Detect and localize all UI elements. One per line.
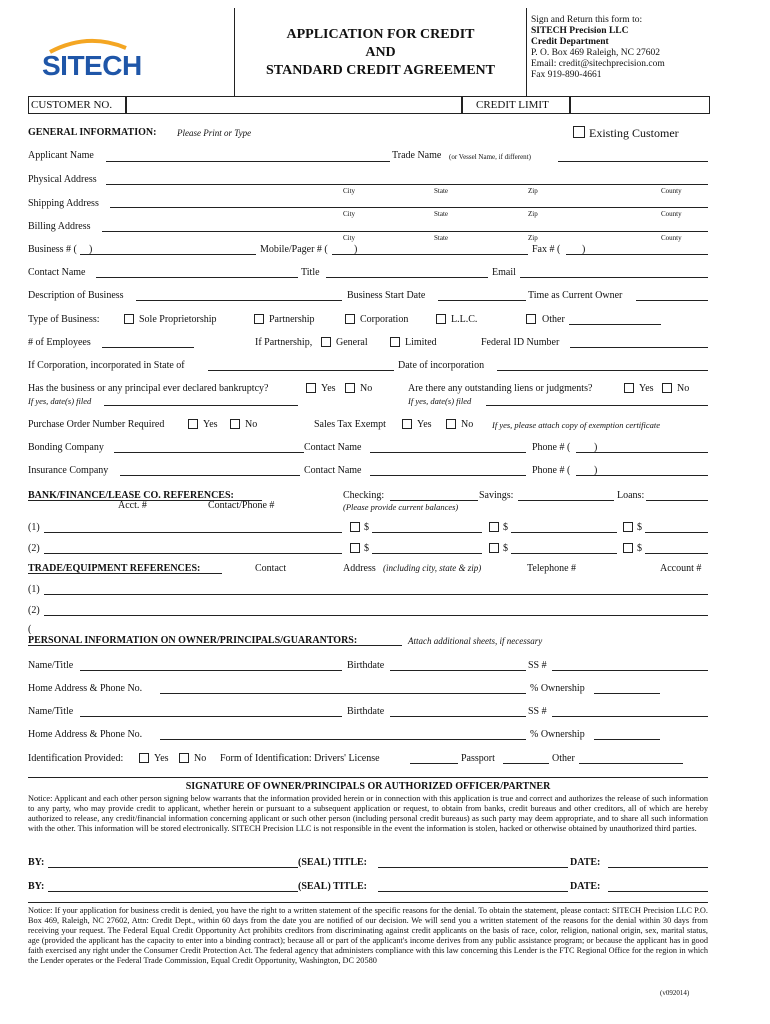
type-business-label: Type of Business: <box>28 314 100 325</box>
ownership-field-1[interactable] <box>594 693 660 694</box>
county-label-1: County <box>661 187 682 195</box>
po-no-label: No <box>245 419 258 430</box>
llc-label: L.L.C. <box>451 314 478 325</box>
trade-address-note: (including city, state & zip) <box>383 563 482 573</box>
id-yes-label: Yes <box>154 753 169 764</box>
insurance-phone-paren: ) <box>594 465 598 476</box>
state-label-3: State <box>434 234 448 242</box>
date-field-1[interactable] <box>608 867 708 868</box>
trade-heading-underline <box>28 573 222 574</box>
trade-row-2-label: (2) <box>28 605 40 616</box>
general-heading-note: Please Print or Type <box>177 128 252 138</box>
sign-return-3: Credit Department <box>531 37 609 47</box>
bonding-contact-field[interactable] <box>370 452 526 453</box>
title-line-1: APPLICATION FOR CREDIT <box>286 27 475 42</box>
trade-row-2-field[interactable] <box>44 615 708 616</box>
trade-telephone-label: Telephone # <box>527 563 577 574</box>
po-no-checkbox[interactable] <box>230 419 240 429</box>
home-address-field-1[interactable] <box>160 693 526 694</box>
bank-2-loans-dollar: $ <box>637 543 642 554</box>
city-label-3: City <box>343 234 356 242</box>
bonding-phone-field[interactable] <box>576 452 708 453</box>
liens-no-checkbox[interactable] <box>662 383 672 393</box>
mobile-field[interactable] <box>332 254 528 255</box>
form-id-label: Form of Identification: Drivers' License <box>220 753 380 764</box>
sign-return-5: Email: credit@sitechprecision.com <box>531 59 665 69</box>
mobile-paren: ) <box>354 244 358 255</box>
llc-checkbox[interactable] <box>436 314 446 324</box>
title-sign-field-2[interactable] <box>378 891 568 892</box>
exemption-note: If yes, please attach copy of exemption certificate <box>492 420 661 430</box>
checking-label: Checking: <box>343 490 385 501</box>
seal-title-label-1: (SEAL) TITLE: <box>298 857 368 868</box>
billing-address-label: Billing Address <box>28 221 91 232</box>
liens-no-label: No <box>677 383 690 394</box>
ownership-field-2[interactable] <box>594 739 660 740</box>
trade-name-label: Trade Name <box>392 150 442 161</box>
bank-acct-label: Acct. # <box>118 500 147 511</box>
partnership-checkbox[interactable] <box>254 314 264 324</box>
id-provided-label: Identification Provided: <box>28 753 124 764</box>
other-id-field[interactable] <box>579 763 683 764</box>
if-corp-field[interactable] <box>208 370 394 371</box>
applicant-name-field[interactable] <box>106 161 390 162</box>
birthdate-field-1[interactable] <box>390 670 526 671</box>
bank-2-savings-checkbox[interactable] <box>489 543 499 553</box>
passport-label: Passport <box>461 753 495 764</box>
balances-note: (Please provide current balances) <box>343 502 459 512</box>
credit-limit-label: CREDIT LIMIT <box>476 99 549 111</box>
signature-divider <box>28 777 708 778</box>
ss-label-1: SS # <box>528 660 547 671</box>
physical-address-field[interactable] <box>106 184 708 185</box>
id-no-label: No <box>194 753 207 764</box>
sales-tax-yes-label: Yes <box>417 419 432 430</box>
bank-1-checking-field[interactable] <box>372 532 482 533</box>
trade-heading: TRADE/EQUIPMENT REFERENCES: <box>28 563 201 574</box>
liens-label: Are there any outstanding liens or judgments? <box>408 383 593 394</box>
business-phone-field[interactable] <box>80 254 256 255</box>
sign-return-1: Sign and Return this form to: <box>531 15 643 25</box>
birthdate-field-2[interactable] <box>390 716 526 717</box>
personal-heading: PERSONAL INFORMATION ON OWNER/PRINCIPALS/GUARANTORS: <box>28 635 358 646</box>
final-notice-divider <box>28 902 708 903</box>
bank-heading: BANK/FINANCE/LEASE CO. REFERENCES: <box>28 490 234 501</box>
trade-row-1-field[interactable] <box>44 594 708 595</box>
po-yes-label: Yes <box>203 419 218 430</box>
birthdate-label-1: Birthdate <box>347 660 385 671</box>
date-inc-field[interactable] <box>497 370 708 371</box>
start-date-field[interactable] <box>438 300 526 301</box>
title-line-3: STANDARD CREDIT AGREEMENT <box>266 63 495 78</box>
bonding-phone-label: Phone # ( <box>532 442 571 453</box>
sign-return-6: Fax 919-890-4661 <box>531 70 602 80</box>
name-title-label-1: Name/Title <box>28 660 74 671</box>
bank-row-2-field[interactable] <box>44 553 342 554</box>
insurance-contact-label: Contact Name <box>304 465 362 476</box>
time-owner-label: Time as Current Owner <box>528 290 623 301</box>
shipping-address-field[interactable] <box>110 207 708 208</box>
bank-2-loans-checkbox[interactable] <box>623 543 633 553</box>
if-corp-label: If Corporation, incorporated in State of <box>28 360 185 371</box>
shipping-address-label: Shipping Address <box>28 198 99 209</box>
loans-field[interactable] <box>646 500 708 501</box>
physical-address-label: Physical Address <box>28 174 97 185</box>
trade-name-note: (or Vessel Name, if different) <box>449 153 531 161</box>
liens-yes-checkbox[interactable] <box>624 383 634 393</box>
billing-address-field[interactable] <box>102 231 708 232</box>
savings-label: Savings: <box>479 490 514 501</box>
bonding-label: Bonding Company <box>28 442 104 453</box>
bank-row-1-label: (1) <box>28 522 40 533</box>
po-yes-checkbox[interactable] <box>188 419 198 429</box>
insurance-field[interactable] <box>120 475 300 476</box>
bank-1-savings-field[interactable] <box>511 532 617 533</box>
po-required-label: Purchase Order Number Required <box>28 419 165 430</box>
name-title-field-1[interactable] <box>80 670 342 671</box>
if-partnership-label: If Partnership, <box>255 337 313 348</box>
passport-field[interactable] <box>503 763 549 764</box>
customer-no-label: CUSTOMER NO. <box>31 99 113 111</box>
id-no-checkbox[interactable] <box>179 753 189 763</box>
bank-1-loans-dollar: $ <box>637 522 642 533</box>
logo: SITECH <box>42 50 142 81</box>
bank-2-checking-checkbox[interactable] <box>350 543 360 553</box>
bonding-phone-paren: ) <box>594 442 598 453</box>
drivers-license-field[interactable] <box>410 763 458 764</box>
zip-label-1: Zip <box>528 187 538 195</box>
version-label: (v092014) <box>660 989 690 997</box>
ss-field-2[interactable] <box>552 716 708 717</box>
checking-field[interactable] <box>390 500 478 501</box>
general-heading: GENERAL INFORMATION: <box>28 127 157 138</box>
bank-1-savings-checkbox[interactable] <box>489 522 499 532</box>
fed-id-label: Federal ID Number <box>481 337 560 348</box>
final-notice: Notice: If your application for business credit is denied, you have the right to a written statement of the specific reasons for the denial. To obtain the statement, please contact: SITECH Precision LLC P.O. Box 469, Raleigh, NC 27602, Attn: Credit Dept., within 60 days from the date you are notified of our decision. We will send you a written statement of the reasons for the denial within 30 days from receiving your request. The Federal Equal Credit Opportunity Act prohibits creditors from discriminating against credit applicants on the basis of race, color, religion, national origin, sex, marital status, age (provided the applicant has the capacity to enter into a binding contract); because all or part of the applicant's income derives from any public assistance program; or because the applicant has in good faith exercised any right under the Consumer Credit Protection Act. The federal agency that administers compliance with this law concerning this Lender is the FTC Regional Office for the region in which the Lender operates or the Federal Trade Commission, Equal Credit Opportunity, Washington, DC 20580 <box>28 906 708 965</box>
sales-tax-no-checkbox[interactable] <box>446 419 456 429</box>
bank-1-savings-dollar: $ <box>503 522 508 533</box>
customer-no-field[interactable] <box>126 96 462 114</box>
bankruptcy-no-checkbox[interactable] <box>345 383 355 393</box>
employees-label: # of Employees <box>28 337 91 348</box>
bank-2-checking-dollar: $ <box>364 543 369 554</box>
sole-prop-label: Sole Proprietorship <box>139 314 217 325</box>
bank-2-checking-field[interactable] <box>372 553 482 554</box>
personal-heading-note: Attach additional sheets, if necessary <box>408 636 543 646</box>
corporation-label: Corporation <box>360 314 409 325</box>
email-field[interactable] <box>520 277 708 278</box>
applicant-name-label: Applicant Name <box>28 150 94 161</box>
limited-partnership-label: Limited <box>405 337 437 348</box>
description-label: Description of Business <box>28 290 124 301</box>
title-sign-field-1[interactable] <box>378 867 568 868</box>
home-address-label-2: Home Address & Phone No. <box>28 729 143 740</box>
home-address-field-2[interactable] <box>160 739 526 740</box>
ownership-label-1: % Ownership <box>530 683 585 694</box>
title-field[interactable] <box>326 277 488 278</box>
date-field-2[interactable] <box>608 891 708 892</box>
liens-yes-label: Yes <box>639 383 654 394</box>
bank-row-1-field[interactable] <box>44 532 342 533</box>
state-label-2: State <box>434 210 448 218</box>
bank-1-loans-field[interactable] <box>645 532 708 533</box>
sign-return-4: P. O. Box 469 Raleigh, NC 27602 <box>531 48 661 58</box>
credit-limit-field[interactable] <box>570 96 710 114</box>
bankruptcy-date-field[interactable] <box>104 405 298 406</box>
by-field-2[interactable] <box>48 891 298 892</box>
bank-1-loans-checkbox[interactable] <box>623 522 633 532</box>
liens-if-yes-label: If yes, date(s) filed <box>408 396 472 406</box>
sales-tax-yes-checkbox[interactable] <box>402 419 412 429</box>
email-label: Email <box>492 267 516 278</box>
insurance-contact-field[interactable] <box>370 475 526 476</box>
trade-row-1-label: (1) <box>28 584 40 595</box>
fax-label: Fax # ( <box>532 244 561 255</box>
other-id-label: Other <box>552 753 575 764</box>
general-partnership-checkbox[interactable] <box>321 337 331 347</box>
bonding-contact-label: Contact Name <box>304 442 362 453</box>
zip-label-2: Zip <box>528 210 538 218</box>
state-label-1: State <box>434 187 448 195</box>
title-line-2: AND <box>365 45 396 60</box>
title-label: Title <box>301 267 320 278</box>
bankruptcy-yes-checkbox[interactable] <box>306 383 316 393</box>
loans-label: Loans: <box>617 490 645 501</box>
name-title-field-2[interactable] <box>80 716 342 717</box>
trade-contact-label: Contact <box>255 563 287 574</box>
by-field-1[interactable] <box>48 867 298 868</box>
liens-date-field[interactable] <box>486 405 708 406</box>
county-label-2: County <box>661 210 682 218</box>
contact-name-field[interactable] <box>96 277 298 278</box>
fax-field[interactable] <box>566 254 708 255</box>
start-date-label: Business Start Date <box>347 290 426 301</box>
partnership-label: Partnership <box>269 314 315 325</box>
business-phone-paren: ) <box>89 244 93 255</box>
bankruptcy-label: Has the business or any principal ever declared bankruptcy? <box>28 383 269 394</box>
bank-row-2-label: (2) <box>28 543 40 554</box>
general-partnership-label: General <box>336 337 368 348</box>
other-type-label: Other <box>542 314 565 325</box>
id-yes-checkbox[interactable] <box>139 753 149 763</box>
time-owner-field[interactable] <box>636 300 708 301</box>
other-type-field[interactable] <box>569 324 661 325</box>
ss-field-1[interactable] <box>552 670 708 671</box>
sales-tax-no-label: No <box>461 419 474 430</box>
other-type-checkbox[interactable] <box>526 314 536 324</box>
city-label-1: City <box>343 187 356 195</box>
signature-notice: Notice: Applicant and each other person signing below warrants that the information provided herein or in connection with this application is true and correct and authorizes the release of such information to any party, who may provide credit to applicant, whether herein or pursuant to a subsequent application or request, to obtain from banks, credit bureaus and other creditors, all of which are hereby authorized to release, any credit/financial information concerning applicant or such other person (including personal credit bureaus) as such party may deem appropriate, and to share all such information with the other. This information will be stored electronically. SITECH Precision LLC is not responsible in the event the information is stolen, hacked or otherwise obtained by unauthorized third parties. <box>28 794 708 833</box>
sign-return-2: SITECH Precision LLC <box>531 26 629 36</box>
insurance-phone-field[interactable] <box>576 475 708 476</box>
bankruptcy-no-label: No <box>360 383 373 394</box>
insurance-label: Insurance Company <box>28 465 109 476</box>
bank-contact-label: Contact/Phone # <box>208 500 275 511</box>
trade-name-field[interactable] <box>558 161 708 162</box>
existing-customer-label: Existing Customer <box>589 126 679 140</box>
by-label-2: BY: <box>28 881 45 892</box>
name-title-label-2: Name/Title <box>28 706 74 717</box>
existing-customer-checkbox[interactable] <box>573 126 585 138</box>
bank-2-savings-dollar: $ <box>503 543 508 554</box>
trade-address-label: Address <box>343 563 376 574</box>
contact-name-label: Contact Name <box>28 267 86 278</box>
employees-field[interactable] <box>102 347 194 348</box>
bankruptcy-yes-label: Yes <box>321 383 336 394</box>
date-label-2: DATE: <box>570 881 601 892</box>
date-inc-label: Date of incorporation <box>398 360 485 371</box>
by-label-1: BY: <box>28 857 45 868</box>
bank-1-checking-checkbox[interactable] <box>350 522 360 532</box>
sales-tax-label: Sales Tax Exempt <box>314 419 386 430</box>
fed-id-field[interactable] <box>570 347 708 348</box>
zip-label-3: Zip <box>528 234 538 242</box>
birthdate-label-2: Birthdate <box>347 706 385 717</box>
insurance-phone-label: Phone # ( <box>532 465 571 476</box>
savings-field[interactable] <box>518 500 614 501</box>
limited-partnership-checkbox[interactable] <box>390 337 400 347</box>
bank-2-savings-field[interactable] <box>511 553 617 554</box>
ownership-label-2: % Ownership <box>530 729 585 740</box>
bankruptcy-if-yes-label: If yes, date(s) filed <box>28 396 92 406</box>
bank-1-checking-dollar: $ <box>364 522 369 533</box>
trade-account-label: Account # <box>660 563 702 574</box>
bonding-field[interactable] <box>114 452 304 453</box>
mobile-label: Mobile/Pager # ( <box>260 244 328 255</box>
business-phone-label: Business # ( <box>28 244 77 255</box>
city-label-2: City <box>343 210 356 218</box>
signature-heading: SIGNATURE OF OWNER/PRINCIPALS OR AUTHORIZED OFFICER/PARTNER <box>185 781 551 792</box>
home-address-label-1: Home Address & Phone No. <box>28 683 143 694</box>
sole-prop-checkbox[interactable] <box>124 314 134 324</box>
date-label-1: DATE: <box>570 857 601 868</box>
fax-paren: ) <box>582 244 586 255</box>
personal-heading-underline <box>28 645 402 646</box>
trade-row-3-label: ( <box>28 624 32 635</box>
ss-label-2: SS # <box>528 706 547 717</box>
corporation-checkbox[interactable] <box>345 314 355 324</box>
seal-title-label-2: (SEAL) TITLE: <box>298 881 368 892</box>
bank-2-loans-field[interactable] <box>645 553 708 554</box>
county-label-3: County <box>661 234 682 242</box>
description-field[interactable] <box>136 300 342 301</box>
